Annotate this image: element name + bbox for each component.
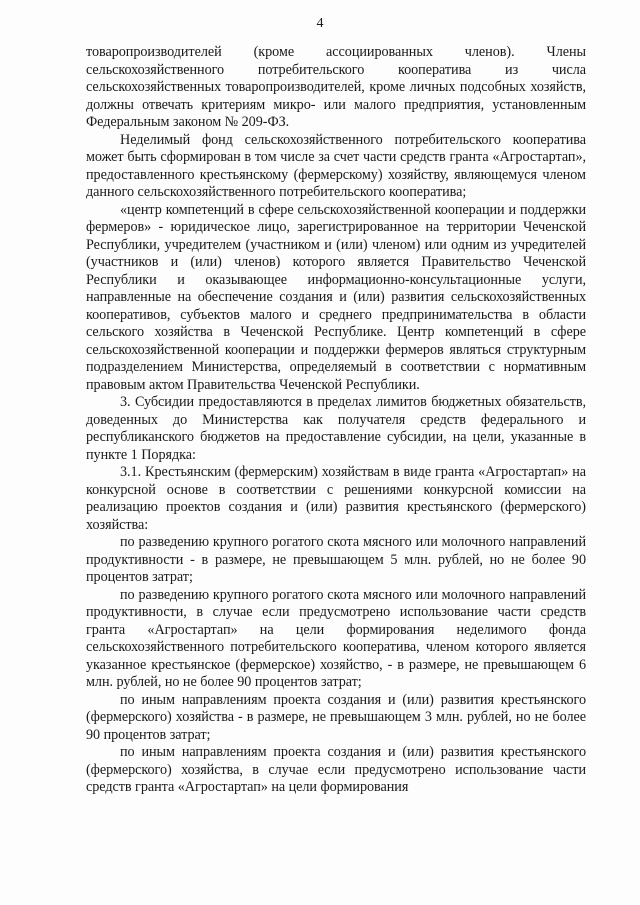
paragraph-1: товаропроизводителей (кроме ассоциированных членов). Члены сельскохозяйственного потребительского кооператива из числа сельскохозяйственных товаропроизводителей, кроме личных подсобных хозяйств, должны отвечать критериям микро- или малого предприятия, установленным Федеральным законом № 209-ФЗ. — [86, 44, 586, 130]
paragraph-6: по разведению крупного рогатого скота мясного или молочного направлений продуктивности - в размере, не превышающем 5 млн. рублей, но не более 90 процентов затрат; — [86, 534, 586, 585]
paragraph-3: «центр компетенций в сфере сельскохозяйственной кооперации и поддержки фермеров» - юридическое лицо, зарегистрированное на территории Чеченской Республики, учредителем (участником и (или) членом) или одним из учредителей (участников и (или) членов) которого является Правительство Чеченской Республики и оказывающее информационно-консультационные услуги, направленные на обеспечение создания и (или) развития сельскохозяйственных кооперативов, субъектов малого и среднего предпринимательства в области сельского хозяйства в Чеченской Республике. Центр компетенций в сфере сельскохозяйственной кооперации и поддержки фермеров являться структурным подразделением Министерства, определяемый в соответствии с нормативным правовым актом Правительства Чеченской Республики. — [86, 201, 586, 393]
paragraph-4: 3. Субсидии предоставляются в пределах лимитов бюджетных обязательств, доведенных до Министерства как получателя средств федерального и республиканского бюджетов на предоставление субсидии, на цели, указанные в пункте 1 Порядка: — [86, 394, 586, 463]
page-number: 4 — [316, 16, 324, 31]
paragraph-2: Неделимый фонд сельскохозяйственного потребительского кооператива может быть сформирован в том числе за счет части средств гранта «Агростартап», предоставленного крестьянскому (фермерскому) хозяйству, являющемуся членом данного сельскохозяйственного потребительского кооператива; — [86, 131, 586, 200]
paragraph-5: 3.1. Крестьянским (фермерским) хозяйствам в виде гранта «Агростартап» на конкурсной основе в соответствии с решениями конкурсной комиссии на реализацию проектов создания и (или) развития крестьянского (фермерского) хозяйства: — [86, 464, 586, 533]
paragraph-8: по иным направлениям проекта создания и (или) развития крестьянского (фермерского) хозяйства - в размере, не превышающем 3 млн. рублей, но не более 90 процентов затрат; — [86, 691, 586, 743]
paragraph-7: по разведению крупного рогатого скота мясного или молочного направлений продуктивности, в случае если предусмотрено использование части средств гранта «Агростартап» на цели формирования неделимого фонда сельскохозяйственного потребительского кооператива, членом которого является указанное крестьянское (фермерское) хозяйство, - в размере, не превышающем 6 млн. рублей, но не более 90 процентов затрат; — [86, 586, 586, 690]
document-body — [86, 44, 586, 797]
paragraph-9: по иным направлениям проекта создания и (или) развития крестьянского (фермерского) хозяйства, в случае если предусмотрено использование части средств гранта «Агростартап» на цели формирования — [86, 744, 586, 795]
